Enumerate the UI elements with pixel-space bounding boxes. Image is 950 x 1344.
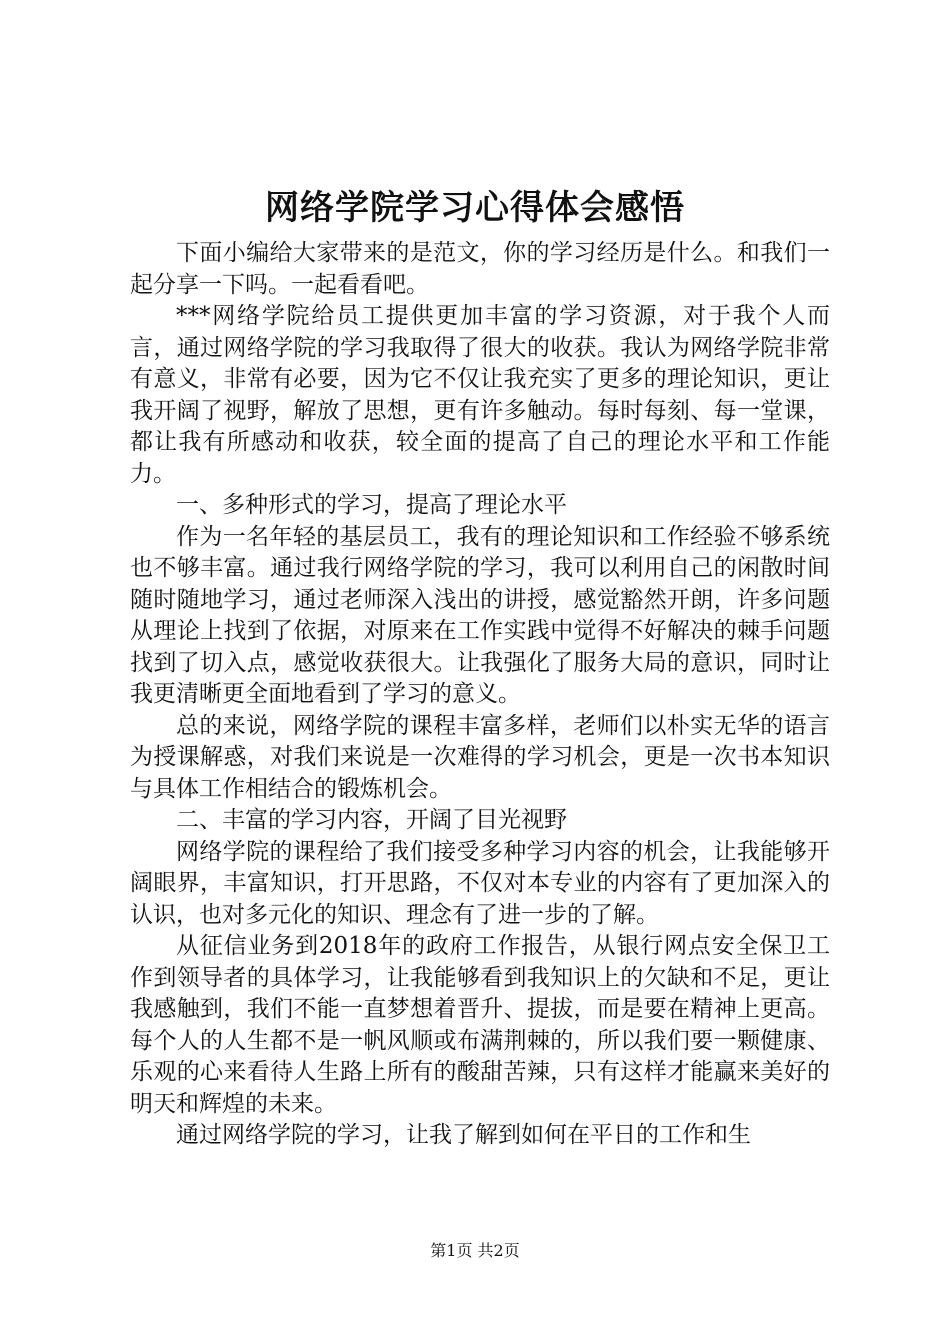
paragraph-intro: 下面小编给大家带来的是范文，你的学习经历是什么。和我们一起分享一下吗。一起看看吧。 <box>130 240 830 298</box>
paragraph-overview: ***网络学院给员工提供更加丰富的学习资源，对于我个人而言，通过网络学院的学习我取得了很大的收获。我认为网络学院非常有意义，非常有必要，因为它不仅让我充实了更多的理论知识，更让我开阔了视野，解放了思想，更有许多触动。每时每刻、每一堂课，都让我有所感动和收获，较全面的提高了自己的理论水平和工作能力。 <box>130 303 830 487</box>
paragraph-summary: 总的来说，网络学院的课程丰富多样，老师们以朴实无华的语言为授课解惑，对我们来说是一次难得的学习机会，更是一次书本知识与具体工作相结合的锻炼机会。 <box>130 712 830 802</box>
page-footer: 第1页 共2页 <box>430 1241 520 1260</box>
paragraph-section-2: 网络学院的课程给了我们接受多种学习内容的机会，让我能够开阔眼界，丰富知识，打开思路，不仅对本专业的内容有了更加深入的认识，也对多元化的知识、理念有了进一步的了解。 <box>130 838 830 928</box>
paragraph-continued: 通过网络学院的学习，让我了解到如何在平日的工作和生 <box>176 1122 751 1148</box>
section-heading-2: 二、丰富的学习内容，开阔了目光视野 <box>176 807 567 833</box>
document-title: 网络学院学习心得体会感悟 <box>265 188 685 228</box>
document-body <box>130 238 830 1152</box>
paragraph-topics: 从征信业务到2018年的政府工作报告，从银行网点安全保卫工作到领导者的具体学习，让我能够看到我知识上的欠缺和不足，更让我感触到，我们不能一直梦想着晋升、提拔，而是要在精神上更高。每个人的人生都不是一帆风顺或布满荆棘的，所以我们要一颗健康、乐观的心来看待人生路上所有的酸甜苦辣，只有这样才能赢来美好的明天和辉煌的未来。 <box>130 933 830 1117</box>
section-heading-1: 一、多种形式的学习，提高了理论水平 <box>176 492 567 518</box>
paragraph-section-1: 作为一名年轻的基层员工，我有的理论知识和工作经验不够系统也不够丰富。通过我行网络学院的学习，我可以利用自己的闲散时间随时随地学习，通过老师深入浅出的讲授，感觉豁然开朗，许多问题从理论上找到了依据，对原来在工作实践中觉得不好解决的棘手问题找到了切入点，感觉收获很大。让我强化了服务大局的意识，同时让我更清晰更全面地看到了学习的意义。 <box>130 523 830 707</box>
